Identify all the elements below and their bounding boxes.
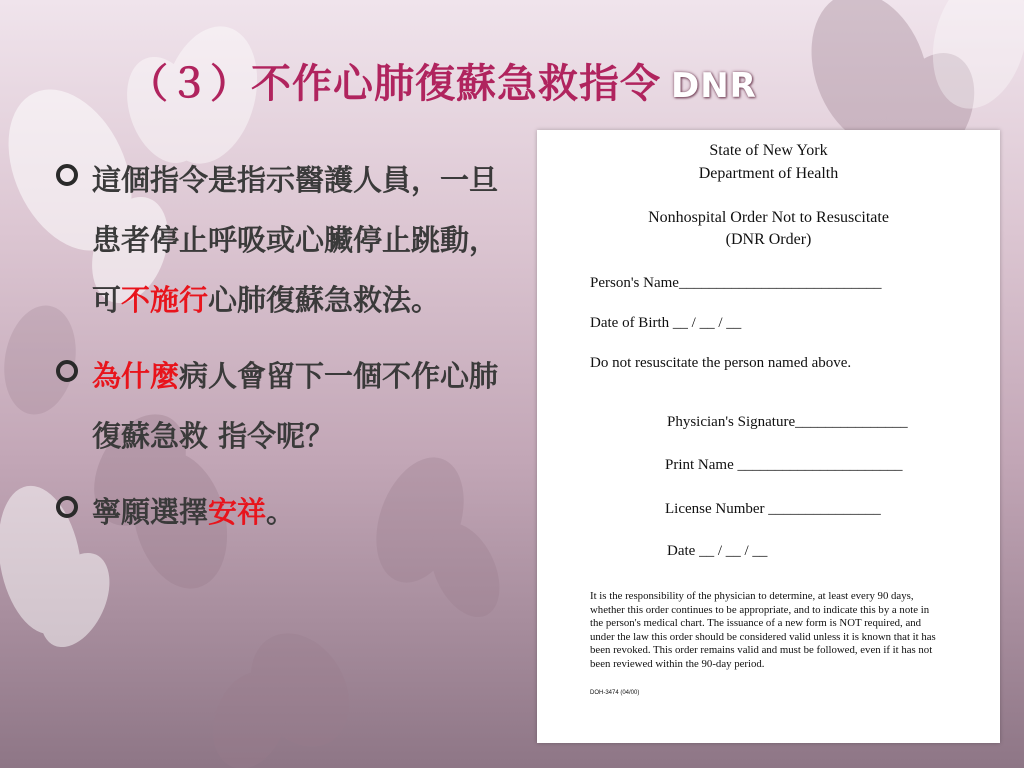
form-header-state: State of New York — [709, 142, 828, 159]
bullet-text-segment: 寧願選擇 — [92, 495, 209, 529]
emphasis-text: 為什麼 — [92, 359, 180, 393]
bullet-text-segment: 這個指令是指示醫護人員，一旦患者停止呼吸或心臟停止跳動，可 — [92, 163, 499, 317]
form-license-number: License Number _______________ — [665, 501, 881, 517]
slide-title — [128, 52, 757, 108]
form-date-of-birth: Date of Birth __ / __ / __ — [590, 315, 742, 331]
form-do-not-resuscitate: Do not resuscitate the person named above. — [590, 355, 852, 371]
bullet-list — [56, 150, 516, 558]
form-order-subtitle: (DNR Order) — [725, 231, 812, 248]
bullet-text-segment: 。 — [266, 495, 296, 529]
form-header-department: Department of Health — [698, 165, 839, 182]
form-print-name: Print Name ______________________ — [665, 457, 903, 473]
bullet-item — [56, 150, 516, 330]
bullet-item — [56, 482, 516, 542]
butterfly-icon — [200, 616, 369, 768]
form-physician-signature: Physician's Signature_______________ — [667, 414, 908, 430]
form-paragraph: It is the responsibility of the physician to determine, at least every 90 days, whether this order continues to be appropriate, and to indicate this by a note in the person's medical chart. The issuance of a new form is NOT required, and under the law this order should be considered valid unless it is known that it has been revoked. This order remains valid and must be followed, even if it has not been reviewed within the 90-day period. — [590, 590, 936, 670]
circle-bullet-icon — [56, 496, 78, 518]
slide-title-text: （３）不作心肺復蘇急救指令 — [128, 61, 661, 107]
dnr-form-image — [537, 130, 1000, 743]
bullet-text — [92, 482, 504, 542]
bullet-item — [56, 346, 516, 466]
form-date: Date __ / __ / __ — [667, 543, 768, 559]
form-persons-name: Person's Name___________________________ — [590, 275, 882, 291]
slide-title-dnr: DNR — [671, 66, 757, 106]
bullet-text-segment: 心肺復蘇急救法。 — [208, 283, 441, 317]
form-order-title: Nonhospital Order Not to Resuscitate — [648, 209, 889, 226]
circle-bullet-icon — [56, 164, 78, 186]
form-code: DOH-3474 (04/00) — [590, 690, 640, 696]
emphasis-text: 安祥 — [208, 495, 267, 529]
circle-bullet-icon — [56, 360, 78, 382]
bullet-text — [92, 150, 504, 330]
bullet-text — [92, 346, 504, 466]
emphasis-text: 不施行 — [121, 283, 209, 317]
bullet-text-segment: 病人會留下一個不作心肺復蘇急救 指令呢？ — [92, 359, 499, 453]
